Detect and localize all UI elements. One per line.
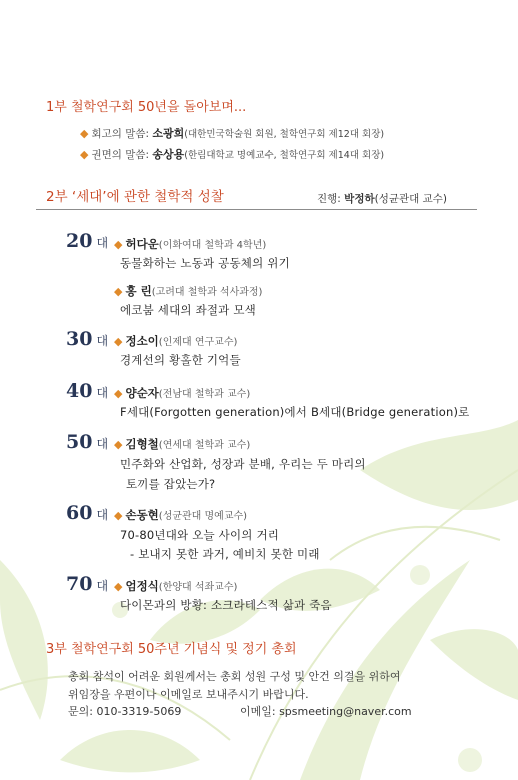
decade-label: 70 대	[66, 573, 109, 595]
speaker-line	[114, 236, 266, 252]
remark-affiliation: (한림대학교 명예교수, 철학연구회 제14대 회장)	[184, 150, 385, 161]
decade-label: 40 대	[66, 380, 109, 402]
remark-speaker: 송상용	[152, 148, 185, 161]
speaker-line	[114, 507, 247, 523]
section-divider	[36, 209, 477, 210]
notice-line: 위임장을 우편이나 이메일로 보내주시기 바랍니다.	[68, 688, 309, 701]
speaker-affiliation: (성균관대 명예교수)	[158, 511, 248, 522]
speaker-name: 허다운	[125, 237, 159, 251]
decade-label: 50 대	[66, 431, 109, 453]
part2-title: 2부 ‘세대’에 관한 철학적 성찰	[46, 189, 224, 205]
speaker-name: 엄정식	[125, 579, 159, 593]
orange-diamond-bullet-icon: ◆	[114, 285, 123, 298]
speaker-affiliation: (인제대 연구교수)	[158, 337, 238, 348]
speaker-line	[114, 385, 250, 401]
speaker-affiliation: (고려대 철학과 석사과정)	[151, 287, 263, 298]
orange-diamond-bullet-icon: ◆	[80, 127, 89, 140]
talk-title: 민주화와 산업화, 성장과 분배, 우리는 두 마리의	[120, 457, 366, 471]
talk-title-continued: 토끼를 잡았는가?	[126, 477, 216, 491]
speaker-line	[114, 578, 237, 594]
notice-line: 총회 참석이 어려운 회원께서는 총회 성원 구성 및 안건 의결을 위하여	[68, 670, 401, 683]
talk-title: 다이몬과의 방황: 소크라테스적 삶과 죽음	[120, 598, 332, 612]
speaker-line	[114, 283, 262, 299]
orange-diamond-bullet-icon: ◆	[114, 238, 123, 251]
orange-diamond-bullet-icon: ◆	[114, 438, 123, 451]
orange-diamond-bullet-icon: ◆	[80, 148, 89, 161]
remark-affiliation: (대한민국학술원 회원, 철학연구회 제12대 회장)	[184, 129, 385, 140]
contact-email[interactable]: 이메일: spsmeeting@naver.com	[240, 705, 412, 718]
speaker-line	[114, 436, 250, 452]
speaker-affiliation: (전남대 철학과 교수)	[158, 389, 251, 400]
moderator-name: 박정하	[344, 193, 375, 205]
talk-title: F세대(Forgotten generation)에서 B세대(Bridge generation)로	[120, 405, 470, 419]
contact-phone: 문의: 010-3319-5069	[68, 705, 182, 718]
orange-diamond-bullet-icon: ◆	[114, 387, 123, 400]
moderator	[317, 191, 447, 206]
decade-label: 60 대	[66, 502, 109, 524]
speaker-name: 정소이	[125, 334, 159, 348]
speaker-line	[114, 333, 237, 349]
talk-title: 경계선의 황홀한 기억들	[120, 353, 241, 367]
orange-diamond-bullet-icon: ◆	[114, 509, 123, 522]
speaker-affiliation: (한양대 석좌교수)	[158, 582, 238, 593]
speaker-affiliation: (연세대 철학과 교수)	[158, 440, 251, 451]
remark-item	[80, 146, 384, 162]
moderator-affiliation: (성균관대 교수)	[374, 193, 447, 205]
talk-title: 70-80년대와 오늘 사이의 거리	[120, 528, 280, 542]
remark-item	[80, 125, 384, 141]
speaker-name: 홍 린	[125, 284, 152, 298]
remark-label: 권면의 말씀:	[91, 149, 153, 161]
speaker-affiliation: (이화여대 철학과 4학년)	[158, 240, 267, 251]
talk-title-continued: - 보내지 못한 과거, 예비치 못한 미래	[130, 547, 320, 561]
part3-title: 3부 철학연구회 50주년 기념식 및 정기 총회	[46, 642, 297, 657]
talk-title: 동물화하는 노동과 공동체의 위기	[120, 256, 290, 270]
talk-title: 에코붐 세대의 좌절과 모색	[120, 303, 256, 317]
decade-label: 30 대	[66, 328, 109, 350]
remark-speaker: 소광희	[152, 127, 185, 140]
orange-diamond-bullet-icon: ◆	[114, 335, 123, 348]
speaker-name: 김형철	[125, 437, 159, 451]
remark-label: 회고의 말씀:	[91, 128, 153, 140]
orange-diamond-bullet-icon: ◆	[114, 580, 123, 593]
speaker-name: 양순자	[125, 386, 159, 400]
speaker-name: 손동현	[125, 508, 159, 522]
decade-label: 20 대	[66, 230, 109, 252]
moderator-label: 진행:	[317, 193, 345, 205]
part1-title: 1부 철학연구회 50년을 돌아보며...	[46, 100, 247, 115]
